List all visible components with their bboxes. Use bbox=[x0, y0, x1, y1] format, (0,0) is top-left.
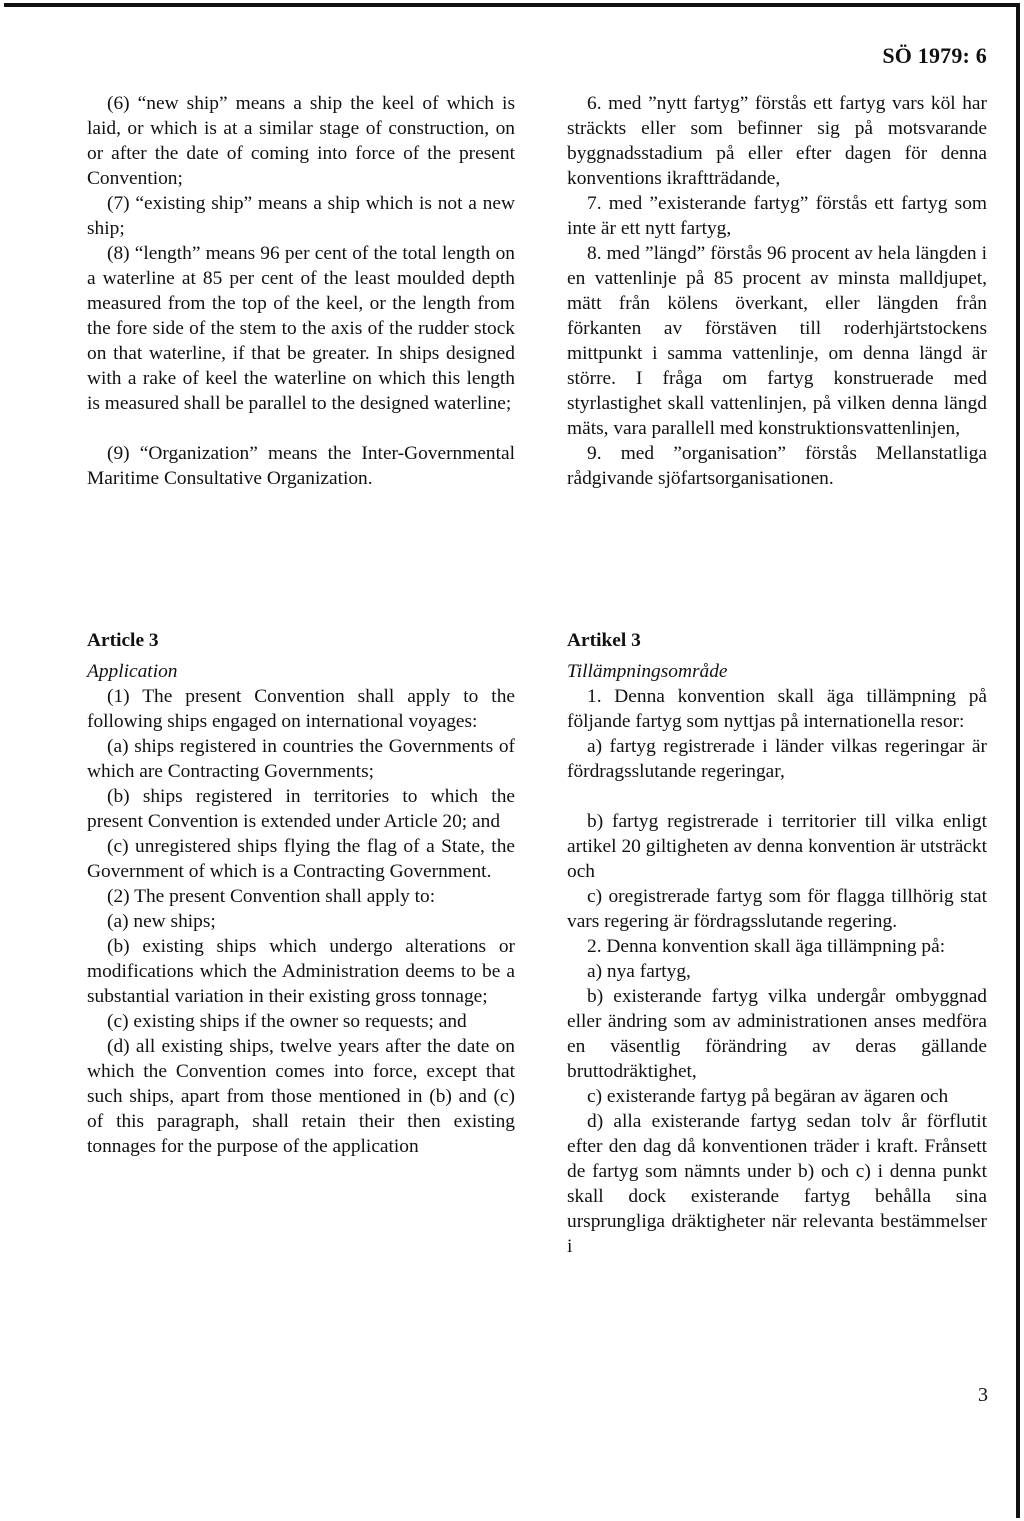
article-heading: Article 3 bbox=[87, 630, 159, 651]
article-paragraph: (d) all existing ships, twelve years after the date on which the Convention comes into force, except that such ships, apart from those mentioned in (b) and (c) of this paragraph, shall retain their then existing tonnages for the purpose of the application bbox=[87, 1036, 515, 1157]
article-paragraph: d) alla existerande fartyg sedan tolv år förflutit efter den dag då konventionen träder i kraft. Frånsett de fartyg som nämnts under b) och c) i denna punkt skall dock existerande fartyg behålla sina ursprungliga dräktigheter när relevanta bestämmelser i bbox=[567, 1111, 987, 1257]
article-paragraph: (a) ships registered in countries the Governments of which are Contracting Governments; bbox=[87, 736, 515, 782]
definition-8-en: (8) “length” means 96 per cent of the total length on a waterline at 85 per cent of the least moulded depth measured from the top of the keel, or the length from the fore side of the stem to the axis of the rudder stock on that waterline, if that be greater. In ships designed with a rake of keel the waterline on which this length is measured shall be parallel to the designed waterline; bbox=[87, 243, 515, 414]
article-paragraph: (1) The present Convention shall apply to the following ships engaged on international voyages: bbox=[87, 686, 515, 732]
page-number: 3 bbox=[978, 1384, 988, 1406]
article-paragraph: (2) The present Convention shall apply to: bbox=[107, 886, 436, 907]
article-paragraph: a) nya fartyg, bbox=[587, 961, 691, 982]
definition-7-sv: 7. med ”existerande fartyg” förstås ett fartyg som inte är ett nytt fartyg, bbox=[567, 193, 987, 239]
article-paragraph: b) fartyg registrerade i territorier till vilka enligt artikel 20 giltigheten av denna konvention är utsträckt och bbox=[567, 811, 987, 882]
running-head: SÖ 1979: 6 bbox=[882, 43, 987, 68]
article-heading: Artikel 3 bbox=[567, 630, 641, 651]
article-paragraph: c) existerande fartyg på begäran av ägaren och bbox=[587, 1086, 949, 1107]
definitions-english bbox=[87, 91, 515, 491]
definitions-swedish bbox=[567, 91, 987, 491]
article-subheading: Application bbox=[87, 661, 178, 682]
article-3-english bbox=[87, 628, 515, 1159]
article-paragraph: a) fartyg registrerade i länder vilkas regeringar är fördragsslutande regeringar, bbox=[567, 736, 987, 782]
article-paragraph: (b) ships registered in territories to which the present Convention is extended under Article 20; and bbox=[87, 786, 515, 832]
article-paragraph: (a) new ships; bbox=[107, 911, 216, 932]
article-paragraph: c) oregistrerade fartyg som för flagga tillhörig stat vars regering är fördragsslutande regering. bbox=[567, 886, 987, 932]
article-paragraph: (c) unregistered ships flying the flag of a State, the Government of which is a Contracting Government. bbox=[87, 836, 515, 882]
page-border-top bbox=[4, 3, 1020, 7]
article-paragraph: 2. Denna konvention skall äga tillämpning på: bbox=[587, 936, 946, 957]
article-paragraph: (c) existing ships if the owner so requests; and bbox=[107, 1011, 467, 1032]
article-3-swedish bbox=[567, 628, 987, 1259]
article-paragraph: (b) existing ships which undergo alterations or modifications which the Administration deems to be a substantial variation in their existing gross tonnage; bbox=[87, 936, 515, 1007]
definition-8-sv: 8. med ”längd” förstås 96 procent av hela längden i en vattenlinje på 85 procent av minsta malldjupet, mätt från kölens överkant, eller längden från förkanten av förstäven till roderhjärtstockens mittpunkt i samma vattenlinje, om denna längd är större. I fråga om fartyg konstruerade med styrlastighet skall vattenlinjen, på vilken denna längd mäts, vara parallell med konstruktionsvattenlinjen, bbox=[567, 243, 987, 439]
article-paragraph: b) existerande fartyg vilka undergår ombyggnad eller ändring som av administrationen anses medföra en väsentlig förändring av deras gällande bruttodräktighet, bbox=[567, 986, 987, 1082]
definition-7-en: (7) “existing ship” means a ship which is not a new ship; bbox=[87, 193, 515, 239]
page-border-right bbox=[1016, 3, 1020, 1518]
definition-9-sv: 9. med ”organisation” förstås Mellanstatliga rådgivande sjöfartsorganisationen. bbox=[567, 443, 987, 489]
definition-9-en: (9) “Organization” means the Inter-Governmental Maritime Consultative Organization. bbox=[87, 443, 515, 489]
definition-6-en: (6) “new ship” means a ship the keel of which is laid, or which is at a similar stage of construction, on or after the date of coming into force of the present Convention; bbox=[87, 93, 515, 189]
article-subheading: Tillämpningsområde bbox=[567, 661, 728, 682]
definition-6-sv: 6. med ”nytt fartyg” förstås ett fartyg vars köl har sträckts eller som befinner sig på motsvarande byggnadsstadium på eller efter dagen för denna konventions ikraftträdande, bbox=[567, 93, 987, 189]
article-paragraph: 1. Denna konvention skall äga tillämpning på följande fartyg som nyttjas på internationella resor: bbox=[567, 686, 987, 732]
